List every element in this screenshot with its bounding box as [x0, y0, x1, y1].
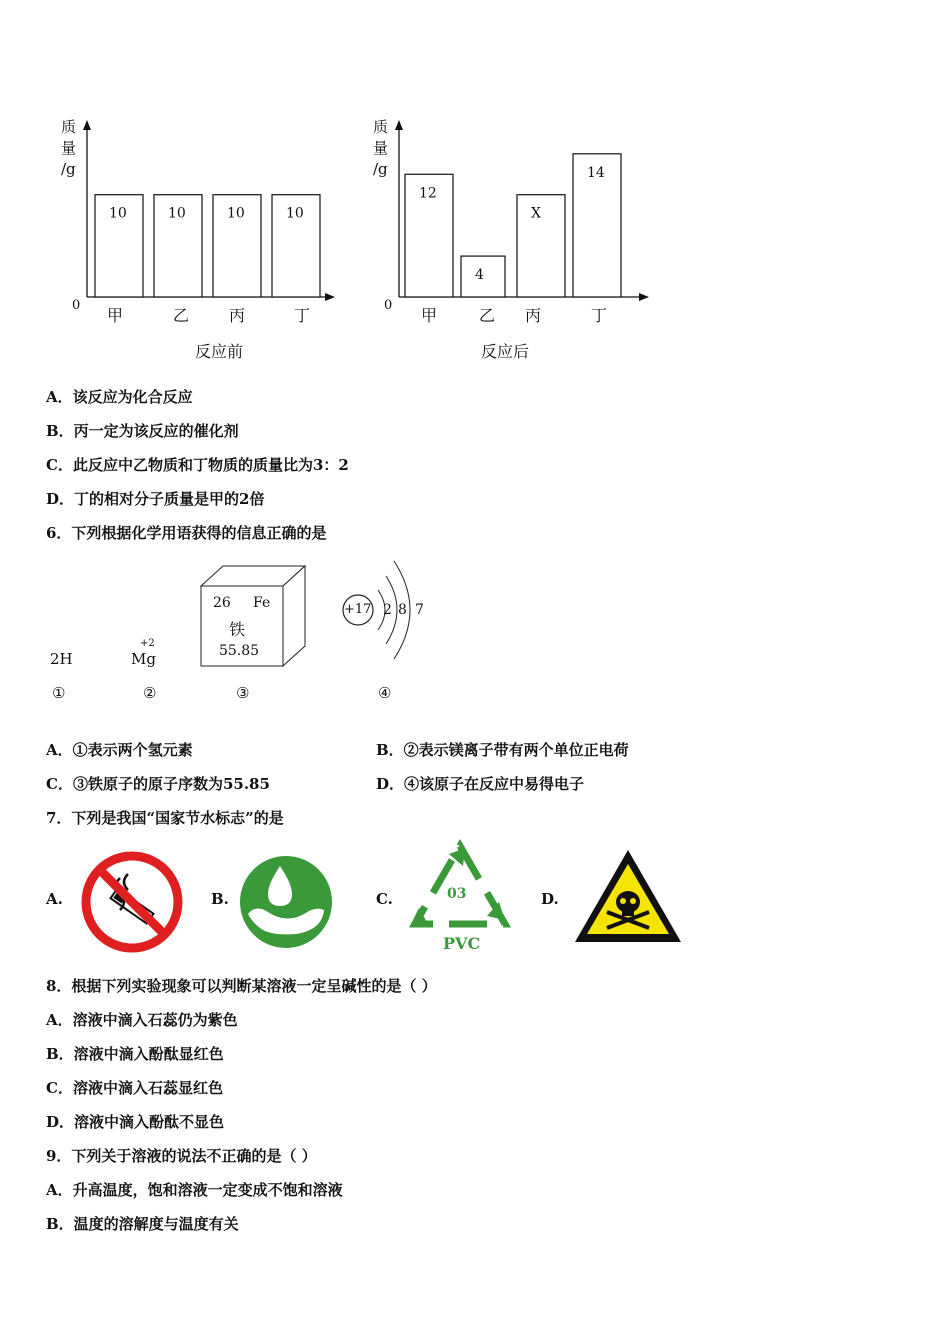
q8-option-a: A．溶液中滴入石蕊仍为紫色: [46, 1011, 238, 1029]
q7-label-d: D.: [541, 890, 559, 908]
nucleus-label: +17: [344, 602, 372, 617]
q5-option-c: C．此反应中乙物质和丁物质的质量比为3：2: [46, 456, 349, 474]
q5-option-b: B．丙一定为该反应的催化剂: [46, 422, 239, 440]
shell-2-count: 8: [398, 602, 407, 618]
q8-stem: 8．根据下列实验现象可以判断某溶液一定呈碱性的是（ ）: [46, 977, 437, 995]
q6-option-a: A．①表示两个氢元素: [46, 741, 193, 759]
category-label: 丁: [591, 306, 608, 325]
q6-option-b: B．②表示镁离子带有两个单位正电荷: [376, 741, 629, 759]
category-label: 丙: [229, 306, 246, 325]
data-label: 12: [419, 185, 437, 202]
q8-option-c: C．溶液中滴入石蕊显红色: [46, 1079, 223, 1097]
data-label: X: [531, 205, 541, 222]
cell-name: 铁: [229, 620, 246, 639]
shell-1-count: 2: [383, 602, 392, 618]
q7-stem: 7．下列是我国“国家节水标志”的是: [46, 809, 284, 827]
symbol-mg-charge: +2: [140, 638, 155, 649]
recycle-name: PVC: [443, 934, 481, 953]
q7-label-b: B.: [211, 890, 229, 908]
category-label: 乙: [479, 306, 496, 325]
y-axis-label: 质: [61, 118, 77, 136]
category-label: 乙: [173, 306, 190, 325]
y-axis-label: 量: [373, 139, 389, 157]
q6-option-d: D．④该原子在反应中易得电子: [376, 775, 585, 793]
chart-after-svg: [365, 112, 665, 372]
q6-option-c: C．③铁原子的原子序数为55.85: [46, 775, 270, 793]
water-saving-sign-icon: [238, 854, 334, 954]
recycle-code: 03: [447, 886, 467, 902]
periodic-table-cell: [199, 564, 307, 670]
x-axis-arrow: [325, 293, 335, 301]
category-label: 甲: [421, 306, 438, 325]
data-label: 10: [227, 205, 245, 222]
category-label: 甲: [107, 306, 124, 325]
chart-caption: 反应后: [481, 342, 530, 361]
cell-symbol: Fe: [253, 595, 271, 611]
data-label: 10: [286, 205, 304, 222]
q9-stem: 9．下列关于溶液的说法不正确的是（ ）: [46, 1147, 317, 1165]
category-label: 丁: [294, 306, 311, 325]
label-4: ④: [378, 684, 392, 702]
y-axis-arrow: [83, 120, 91, 130]
cell-mass: 55.85: [219, 643, 260, 659]
chart-before: [55, 112, 350, 372]
y-axis-label: /g: [373, 160, 388, 178]
q5-option-d: D．丁的相对分子质量是甲的2倍: [46, 490, 265, 508]
q6-stem: 6．下列根据化学用语获得的信息正确的是: [46, 524, 327, 542]
data-label: 10: [168, 205, 186, 222]
q9-option-b: B．温度的溶解度与温度有关: [46, 1215, 239, 1233]
atom-structure-diagram: [338, 553, 433, 668]
q8-option-b: B．溶液中滴入酚酞显红色: [46, 1045, 224, 1063]
y-axis-arrow: [395, 120, 403, 130]
y-axis-label: /g: [61, 160, 76, 178]
y-axis-label: 量: [61, 139, 77, 157]
no-smoking-sign-icon: [80, 850, 184, 958]
data-label: 10: [109, 205, 127, 222]
y-axis-label: 质: [373, 118, 389, 136]
q8-option-d: D．溶液中滴入酚酞不显色: [46, 1113, 225, 1131]
chart-before-svg: [55, 112, 350, 372]
symbol-2h: 2H: [50, 650, 73, 668]
data-label: 14: [587, 164, 605, 181]
x-axis-arrow: [639, 293, 649, 301]
symbol-mg: Mg: [131, 650, 156, 668]
chart-caption: 反应前: [195, 342, 244, 361]
data-label: 4: [475, 267, 484, 284]
recycle-pvc-sign: [405, 838, 515, 958]
q9-option-a: A．升高温度，饱和溶液一定变成不饱和溶液: [46, 1181, 343, 1199]
chart-after: [365, 112, 665, 372]
q7-label-a: A.: [46, 890, 63, 908]
bar: [517, 195, 565, 297]
origin-label: 0: [72, 298, 81, 313]
poison-warning-sign-icon: [571, 846, 685, 950]
label-2: ②: [143, 684, 157, 702]
category-label: 丙: [525, 306, 542, 325]
label-1: ①: [52, 684, 66, 702]
origin-label: 0: [384, 298, 393, 313]
cell-atomic-number: 26: [213, 595, 231, 611]
q5-option-a: A．该反应为化合反应: [46, 388, 193, 406]
q7-label-c: C.: [376, 890, 393, 908]
shell-3-count: 7: [415, 602, 424, 618]
label-3: ③: [236, 684, 250, 702]
